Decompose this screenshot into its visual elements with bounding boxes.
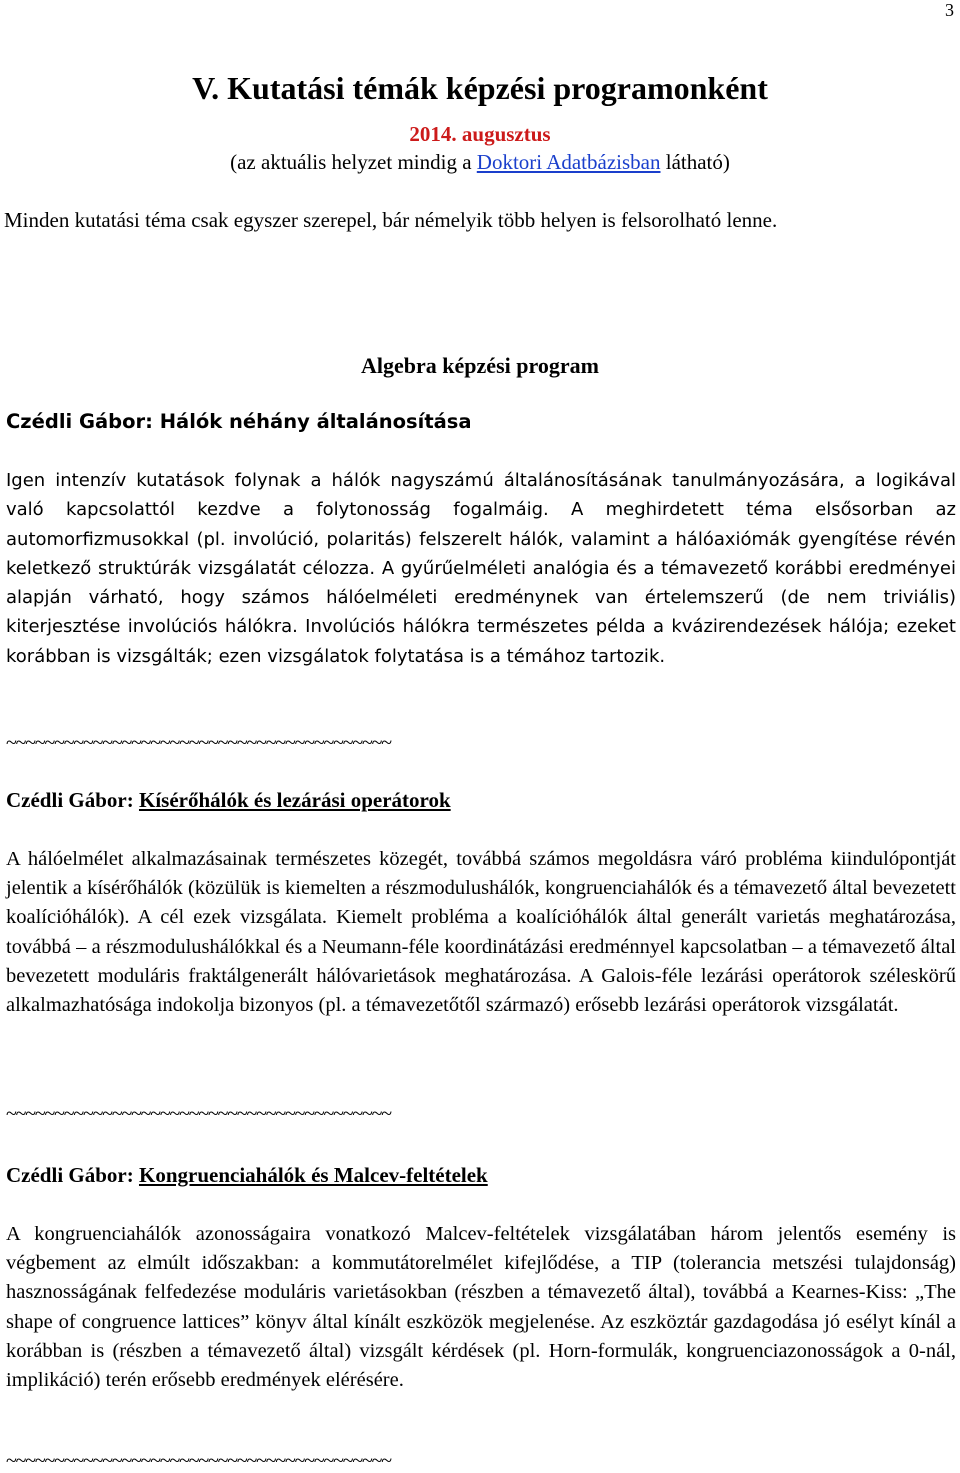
topic-description-2: A hálóelmélet alkalmazásainak természetes közegét, továbbá számos megoldásra váró probléma kiindulópontját jelentik a kísérőhálók (közülük is kiemelten a részmodulushálók, kongruenciahálók és a témavezető által bevezetett koalícióhálók). A cél ezek vizsgálata. Kiemelt probléma a koalícióhálók által generált varietás meghatározása, továbbá – a részmodulushálókkal és a Neumann-féle koordinátázási eredménnyel kapcsolatban – a témavezető által bevezetett moduláris fraktálgenerált hálóvarietások meghatározása. A Galois-féle lezárási operátorok széleskörű alkalmazhatósága indokolja bizonyos (pl. a témavezetőtől származó) erősebb lezárási operátorok vizsgálatát. xyxy=(6,848,956,1017)
page-number: 3 xyxy=(945,0,954,20)
tilde-separator-2: ~~~~~~~~~~~~~~~~~~~~~~~~~~~~~~~~~~~~~~~~ xyxy=(6,1103,391,1125)
topic-author: Czédli Gábor: xyxy=(6,410,160,433)
date-text: 2014. augusztus xyxy=(409,122,551,146)
page-title: V. Kutatási témák képzési programonként xyxy=(192,70,768,106)
note-text-before: (az aktuális helyzet mindig a xyxy=(230,150,477,174)
topic-heading-2 xyxy=(6,788,451,813)
topic-description-1: Igen intenzív kutatások folynak a hálók nagyszámú általánosításának tanulmányozására, a logikával való kapcsolattól kezdve a folytonosság fogalmáig. A meghirdetett téma elsősorban az automorfizmusokkal (pl. involúció, polaritás) felszerelt hálók, valamint a hálóaxiómák gyengítése révén keletkező struktúrák vizsgálatát célozza. A gyűrűelméleti analógia és a témavezető korábbi eredményei alapján várható, hogy számos hálóelméleti eredménynek van értelemszerű (de nem triviális) kiterjesztése involúciós hálókra. Involúciós hálókra természetes példa a kvázirendezések hálója; ezeket korábban is vizsgálták; ezen vizsgálatok folytatása is a témához tartozik. xyxy=(6,470,956,667)
topic-title: Kongruenciahálók és Malcev-feltételek xyxy=(138,1163,488,1187)
topic-heading-1 xyxy=(6,410,472,433)
database-note xyxy=(0,150,960,175)
topic-title: Hálók néhány általánosítása xyxy=(159,410,472,433)
date-subtitle xyxy=(0,122,960,147)
topic-description-3: A kongruenciahálók azonosságaira vonatkozó Malcev-feltételek vizsgálatában három jelentős esemény is végbement az elmúlt időszakban: a kommutátorelmélet kifejlődése, a TIP (tolerancia metszési tulajdonság) hasznosságának felfedezése moduláris varietásokban (részben a témavezető által), továbbá a Kearnes-Kiss: „The shape of congruence lattices” könyv által kínált eszközök megjelenése. Az eszköztár gazdagodása jó esélyt kínál a korábban is (részben a témavezető által) vizsgált kérdések (pl. Horn-formulák, kongruenciazonosságok a 0-nál, implikáció) terén erősebb eredmények elérésére. xyxy=(6,1223,956,1392)
topic-author: Czédli Gábor: xyxy=(6,788,139,812)
program-heading: Algebra képzési program xyxy=(361,353,599,378)
tilde-separator-1: ~~~~~~~~~~~~~~~~~~~~~~~~~~~~~~~~~~~~~~~~ xyxy=(6,732,391,754)
note-text-after: látható) xyxy=(660,150,730,174)
topic-heading-3 xyxy=(6,1163,488,1188)
topic-title: Kísérőhálók és lezárási operátorok xyxy=(138,788,451,812)
tilde-separator-3: ~~~~~~~~~~~~~~~~~~~~~~~~~~~~~~~~~~~~~~~~ xyxy=(6,1450,391,1472)
topic-author: Czédli Gábor: xyxy=(6,1163,139,1187)
doktori-adatbazis-link[interactable]: Doktori Adatbázisban xyxy=(476,150,661,174)
intro-text: Minden kutatási téma csak egyszer szerepel, bár némelyik több helyen is felsorolható lenne. xyxy=(4,208,778,232)
